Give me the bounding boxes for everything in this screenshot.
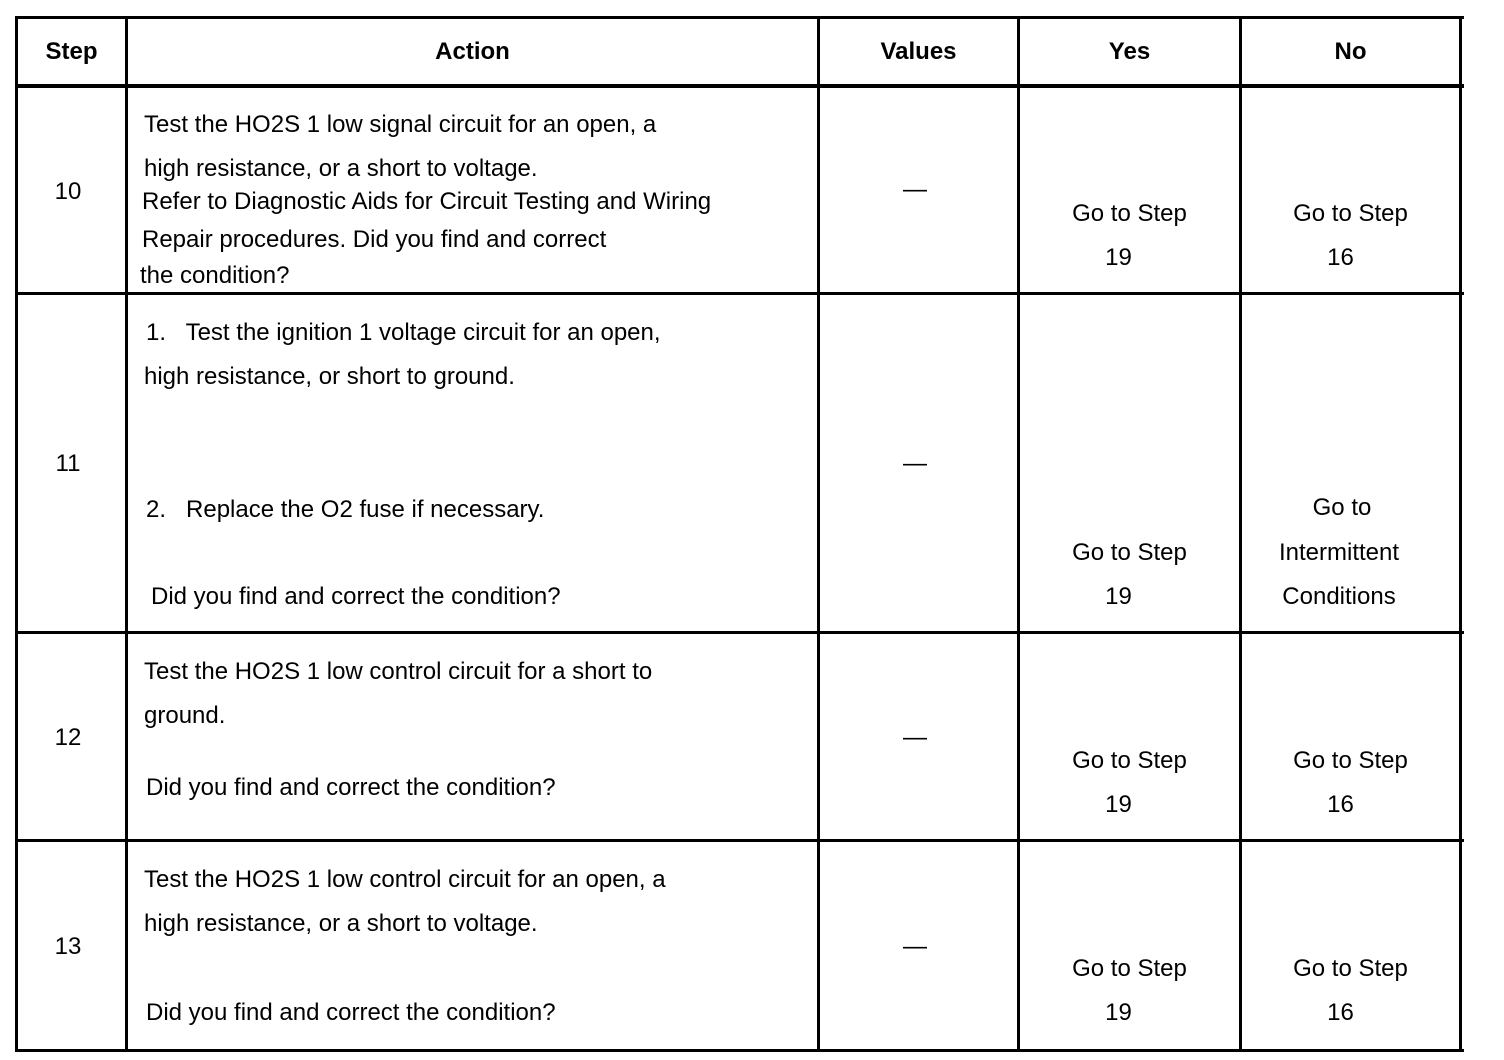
no-text: 16 <box>1327 791 1354 818</box>
rule-row-10-bottom <box>15 292 1464 295</box>
yes-text: Go to Step <box>1072 955 1187 982</box>
action-text: high resistance, or a short to voltage. <box>144 155 538 182</box>
header-step: Step <box>45 38 98 65</box>
no-text: Go to Step <box>1293 747 1408 774</box>
yes-text: 19 <box>1105 999 1132 1026</box>
value-dash: — <box>903 724 927 751</box>
yes-text: 19 <box>1105 244 1132 271</box>
header-no: No <box>1334 38 1367 65</box>
step-number: 12 <box>54 724 82 751</box>
rule-left <box>15 16 18 1052</box>
no-text: Go to Step <box>1293 200 1408 227</box>
action-text: the condition? <box>140 262 290 289</box>
no-text: 16 <box>1327 999 1354 1026</box>
rule-bottom <box>15 1049 1464 1052</box>
header-action: Action <box>435 38 510 65</box>
value-dash: — <box>903 933 927 960</box>
action-text: Did you find and correct the condition? <box>146 999 556 1026</box>
rule-row-12-bottom <box>15 839 1464 842</box>
step-number: 11 <box>55 450 81 477</box>
action-text: Did you find and correct the condition? <box>146 774 556 801</box>
yes-text: 19 <box>1105 583 1132 610</box>
yes-text: Go to Step <box>1072 200 1187 227</box>
rule-header-bottom <box>15 84 1464 88</box>
step-number: 10 <box>54 178 82 205</box>
no-text: Intermittent <box>1278 539 1400 566</box>
no-text: Conditions <box>1282 583 1396 610</box>
action-text: Test the HO2S 1 low signal circuit for an open, a <box>144 111 657 138</box>
action-text: Refer to Diagnostic Aids for Circuit Testing and Wiring <box>142 188 712 215</box>
yes-text: 19 <box>1105 791 1132 818</box>
step-number: 13 <box>54 933 82 960</box>
diagnostic-table <box>15 16 1464 1052</box>
action-text: Did you find and correct the condition? <box>151 583 561 610</box>
action-text: 1. Test the ignition 1 voltage circuit for an open, <box>146 319 661 346</box>
rule-top <box>15 16 1464 19</box>
action-text: Test the HO2S 1 low control circuit for a short to <box>144 658 653 685</box>
no-text: Go to Step <box>1293 955 1408 982</box>
header-yes: Yes <box>1108 38 1151 65</box>
action-text: high resistance, or a short to voltage. <box>144 910 538 937</box>
action-text: Test the HO2S 1 low control circuit for an open, a <box>144 866 666 893</box>
rule-values-yes <box>1017 16 1020 1052</box>
action-text: high resistance, or short to ground. <box>144 363 515 390</box>
action-text: Repair procedures. Did you find and correct <box>142 226 607 253</box>
no-text: 16 <box>1327 244 1354 271</box>
rule-action-values <box>817 16 820 1052</box>
rule-yes-no <box>1239 16 1242 1052</box>
yes-text: Go to Step <box>1072 539 1187 566</box>
value-dash: — <box>903 450 927 477</box>
no-text: Go to <box>1312 494 1372 521</box>
rule-step-action <box>125 16 128 1052</box>
action-text: ground. <box>144 702 226 729</box>
value-dash: — <box>903 176 927 203</box>
rule-row-11-bottom <box>15 631 1464 634</box>
yes-text: Go to Step <box>1072 747 1187 774</box>
action-text: 2. Replace the O2 fuse if necessary. <box>146 496 545 523</box>
header-values: Values <box>880 38 957 65</box>
rule-right <box>1459 16 1462 1052</box>
